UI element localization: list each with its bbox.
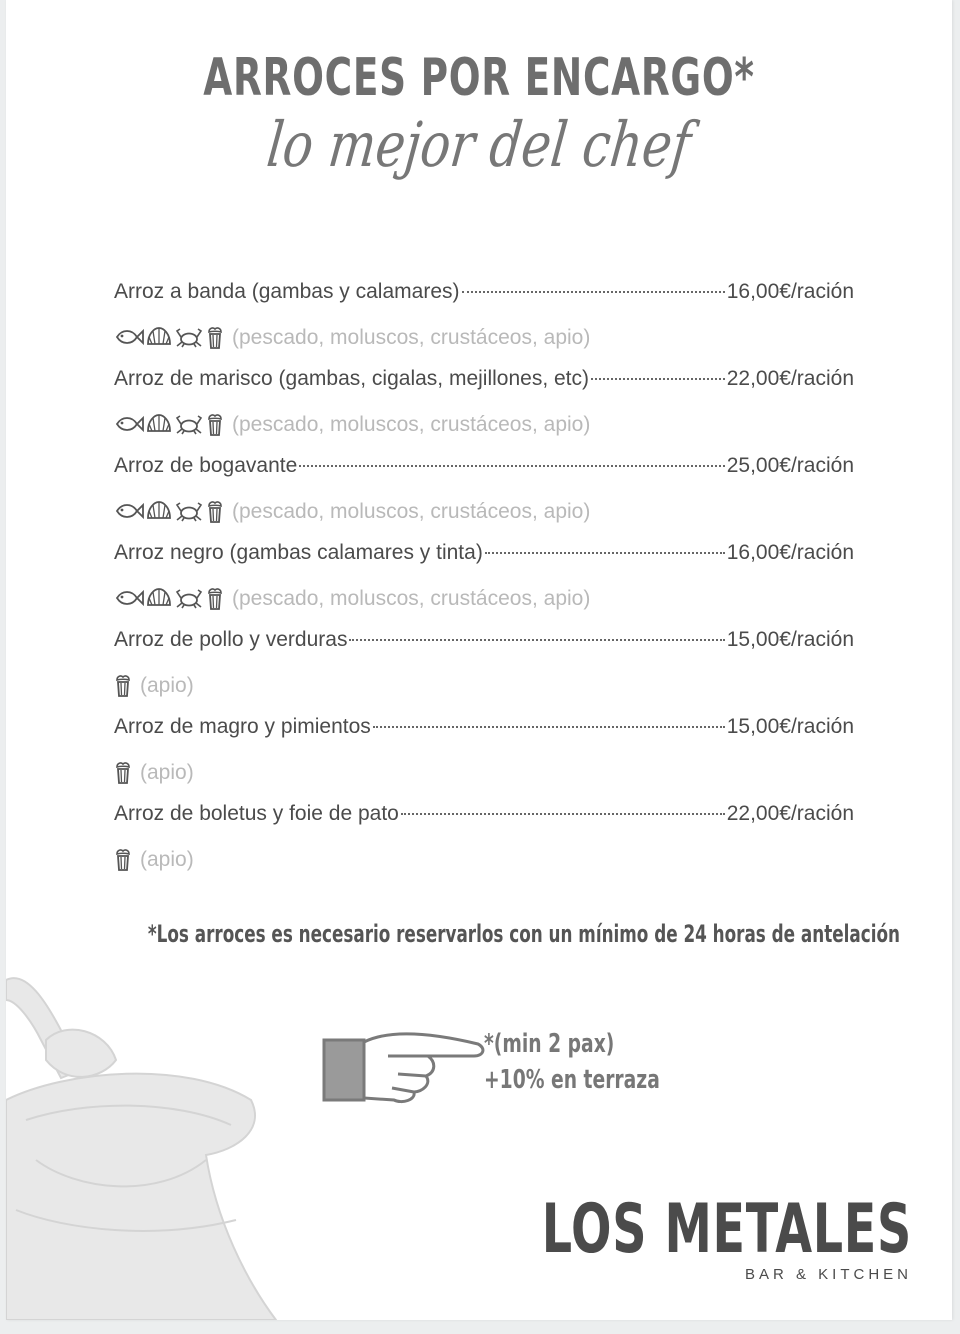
menu-item xyxy=(114,454,854,541)
allergen-icons xyxy=(114,587,224,611)
dot-leader xyxy=(485,552,725,554)
dish-name: Arroz de pollo y verduras xyxy=(114,628,348,651)
page-subtitle: lo mejor del chef xyxy=(263,108,695,181)
allergen-icons xyxy=(114,848,132,872)
dish-price: 16,00€/ración xyxy=(726,280,854,303)
logo-tagline: BAR & KITCHEN xyxy=(744,1266,912,1283)
brand-logo xyxy=(383,1190,912,1283)
fish-icon xyxy=(114,500,144,524)
dish-name: Arroz a banda (gambas y calamares) xyxy=(114,280,460,303)
dish-price: 22,00€/ración xyxy=(726,802,854,825)
celery-icon xyxy=(114,848,132,872)
fish-icon xyxy=(114,413,144,437)
celery-icon xyxy=(206,587,224,611)
fish-icon xyxy=(114,326,144,350)
dish-name: Arroz negro (gambas calamares y tinta) xyxy=(114,541,483,564)
reservation-note: *Los arroces es necesario reservarlos con un mínimo de 24 horas de antelación xyxy=(147,920,900,948)
shell-icon xyxy=(146,500,172,524)
allergen-text: (apio) xyxy=(140,848,194,871)
crab-icon xyxy=(174,326,204,350)
allergen-icons xyxy=(114,326,224,350)
pax-note xyxy=(484,1026,660,1098)
allergen-text: (apio) xyxy=(140,674,194,697)
shell-icon xyxy=(146,413,172,437)
menu-item xyxy=(114,715,854,802)
allergen-icons xyxy=(114,500,224,524)
allergen-text: (pescado, moluscos, crustáceos, apio) xyxy=(232,500,591,523)
dish-name: Arroz de magro y pimientos xyxy=(114,715,371,738)
celery-icon xyxy=(206,500,224,524)
menu-page xyxy=(6,0,952,1320)
allergen-icons xyxy=(114,413,224,437)
dish-price: 15,00€/ración xyxy=(726,628,854,651)
celery-icon xyxy=(206,326,224,350)
rice-sack-illustration xyxy=(6,960,296,1320)
fish-icon xyxy=(114,587,144,611)
dish-price: 16,00€/ración xyxy=(726,541,854,564)
page-title: ARROCES POR ENCARGO* xyxy=(203,48,755,108)
menu-item xyxy=(114,541,854,628)
dot-leader xyxy=(591,378,725,380)
menu-item xyxy=(114,367,854,454)
dot-leader xyxy=(299,465,724,467)
crab-icon xyxy=(174,500,204,524)
crab-icon xyxy=(174,587,204,611)
menu-item xyxy=(114,280,854,367)
celery-icon xyxy=(114,761,132,785)
dish-price: 25,00€/ración xyxy=(726,454,854,477)
crab-icon xyxy=(174,413,204,437)
allergen-text: (apio) xyxy=(140,761,194,784)
dish-price: 22,00€/ración xyxy=(726,367,854,390)
celery-icon xyxy=(206,413,224,437)
dot-leader xyxy=(462,291,725,293)
dot-leader xyxy=(373,726,725,728)
shell-icon xyxy=(146,326,172,350)
allergen-icons xyxy=(114,674,132,698)
dish-name: Arroz de marisco (gambas, cigalas, mejillones, etc) xyxy=(114,367,590,390)
dot-leader xyxy=(349,639,724,641)
dish-name: Arroz de bogavante xyxy=(114,454,298,477)
allergen-text: (pescado, moluscos, crustáceos, apio) xyxy=(232,413,591,436)
celery-icon xyxy=(114,674,132,698)
dish-price: 15,00€/ración xyxy=(726,715,854,738)
shell-icon xyxy=(146,587,172,611)
allergen-icons xyxy=(114,761,132,785)
rice-menu-list xyxy=(114,280,854,889)
pointing-hand-icon xyxy=(318,1022,488,1110)
allergen-text: (pescado, moluscos, crustáceos, apio) xyxy=(232,326,591,349)
pax-min: *(min 2 pax) xyxy=(484,1029,615,1059)
dot-leader xyxy=(401,813,725,815)
allergen-text: (pescado, moluscos, crustáceos, apio) xyxy=(232,587,591,610)
logo-name: LOS METALES xyxy=(541,1190,912,1269)
menu-item xyxy=(114,628,854,715)
menu-item xyxy=(114,802,854,889)
dish-name: Arroz de boletus y foie de pato xyxy=(114,802,399,825)
pax-terrace: +10% en terraza xyxy=(484,1065,660,1095)
